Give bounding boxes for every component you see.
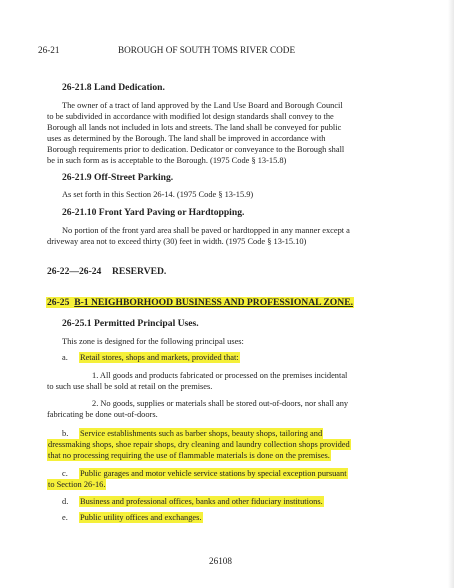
item-b-line: that no processing requiring the use of flammable materials is done on the premises. bbox=[48, 451, 330, 460]
item-a-text: Retail stores, shops and markets, provided that: bbox=[80, 353, 239, 362]
item-c-line: to Section 26-16. bbox=[48, 480, 106, 489]
zone-heading bbox=[46, 297, 354, 308]
item-d-text: Business and professional offices, banks and other fiduciary institutions. bbox=[80, 497, 323, 506]
paragraph-line: uses as determined by the Borough. The land shall be improved in accordance with bbox=[47, 134, 326, 143]
subitem-1-line: to such use shall be sold at retail on the premises. bbox=[47, 382, 213, 391]
reserved-section-label: RESERVED. bbox=[112, 266, 167, 277]
code-title: BOROUGH OF SOUTH TOMS RIVER CODE bbox=[118, 45, 296, 55]
item-c-label: c. bbox=[62, 469, 68, 478]
item-c-line: Public garages and motor vehicle service stations by special exception pursuant bbox=[80, 469, 347, 478]
section-heading-front-yard-paving: 26-21.10 Front Yard Paving or Hardtopping. bbox=[62, 207, 245, 218]
paragraph-line: Borough requirements prior to dedication. Dedicator or conveyance to the Borough shall bbox=[47, 145, 345, 154]
paragraph-line: No portion of the front yard area shall be paved or hardtopped in any manner except a bbox=[62, 226, 350, 235]
paragraph-line: to be subdivided in accordance with modified lot design standards shall convey to the bbox=[47, 112, 334, 121]
paragraph-line: be in such form as is acceptable to the Borough. (1975 Code § 13-15.8) bbox=[47, 156, 287, 165]
section-heading-off-street-parking: 26-21.9 Off-Street Parking. bbox=[62, 172, 174, 183]
section-heading-permitted-uses: 26-25.1 Permitted Principal Uses. bbox=[62, 318, 199, 329]
paragraph-line: The owner of a tract of land approved by the Land Use Board and Borough Council bbox=[62, 101, 343, 110]
item-a-label: a. bbox=[62, 353, 68, 362]
page-reference: 26-21 bbox=[38, 45, 60, 55]
page-edge-shadow bbox=[448, 0, 454, 588]
item-d-label: d. bbox=[62, 497, 69, 506]
zone-heading-label: B-1 NEIGHBORHOOD BUSINESS AND PROFESSIONAL ZONE. bbox=[74, 297, 354, 308]
item-b-label: b. bbox=[62, 429, 69, 438]
subitem-1-line: 1. All goods and products fabricated or processed on the premises incidental bbox=[92, 371, 348, 380]
paragraph-line: Borough all lands not included in lots and streets. The land shall be conveyed for public bbox=[47, 123, 342, 132]
item-b-line: dressmaking shops, shoe repair shops, dry cleaning and laundry collection shops provided bbox=[48, 440, 350, 449]
page-number: 26108 bbox=[209, 556, 232, 566]
paragraph-line: As set forth in this Section 26-14. (1975 Code § 13-15.9) bbox=[62, 190, 254, 199]
section-heading-land-dedication: 26-21.8 Land Dedication. bbox=[62, 82, 165, 93]
item-e-label: e. bbox=[62, 513, 68, 522]
reserved-section-number: 26-22—26-24 bbox=[47, 266, 102, 277]
intro-line: This zone is designed for the following principal uses: bbox=[62, 337, 244, 346]
paragraph-line: driveway area not to exceed thirty (30) feet in width. (1975 Code § 13-15.10) bbox=[47, 237, 307, 246]
subitem-2-line: 2. No goods, supplies or materials shall be stored out-of-doors, nor shall any bbox=[92, 399, 349, 408]
zone-heading-number: 26-25 bbox=[47, 297, 70, 308]
item-b-line: Service establishments such as barber shops, beauty shops, tailoring and bbox=[80, 429, 323, 438]
subitem-2-line: fabricating be done out-of-doors. bbox=[47, 410, 158, 419]
item-e-text: Public utility offices and exchanges. bbox=[80, 513, 202, 522]
